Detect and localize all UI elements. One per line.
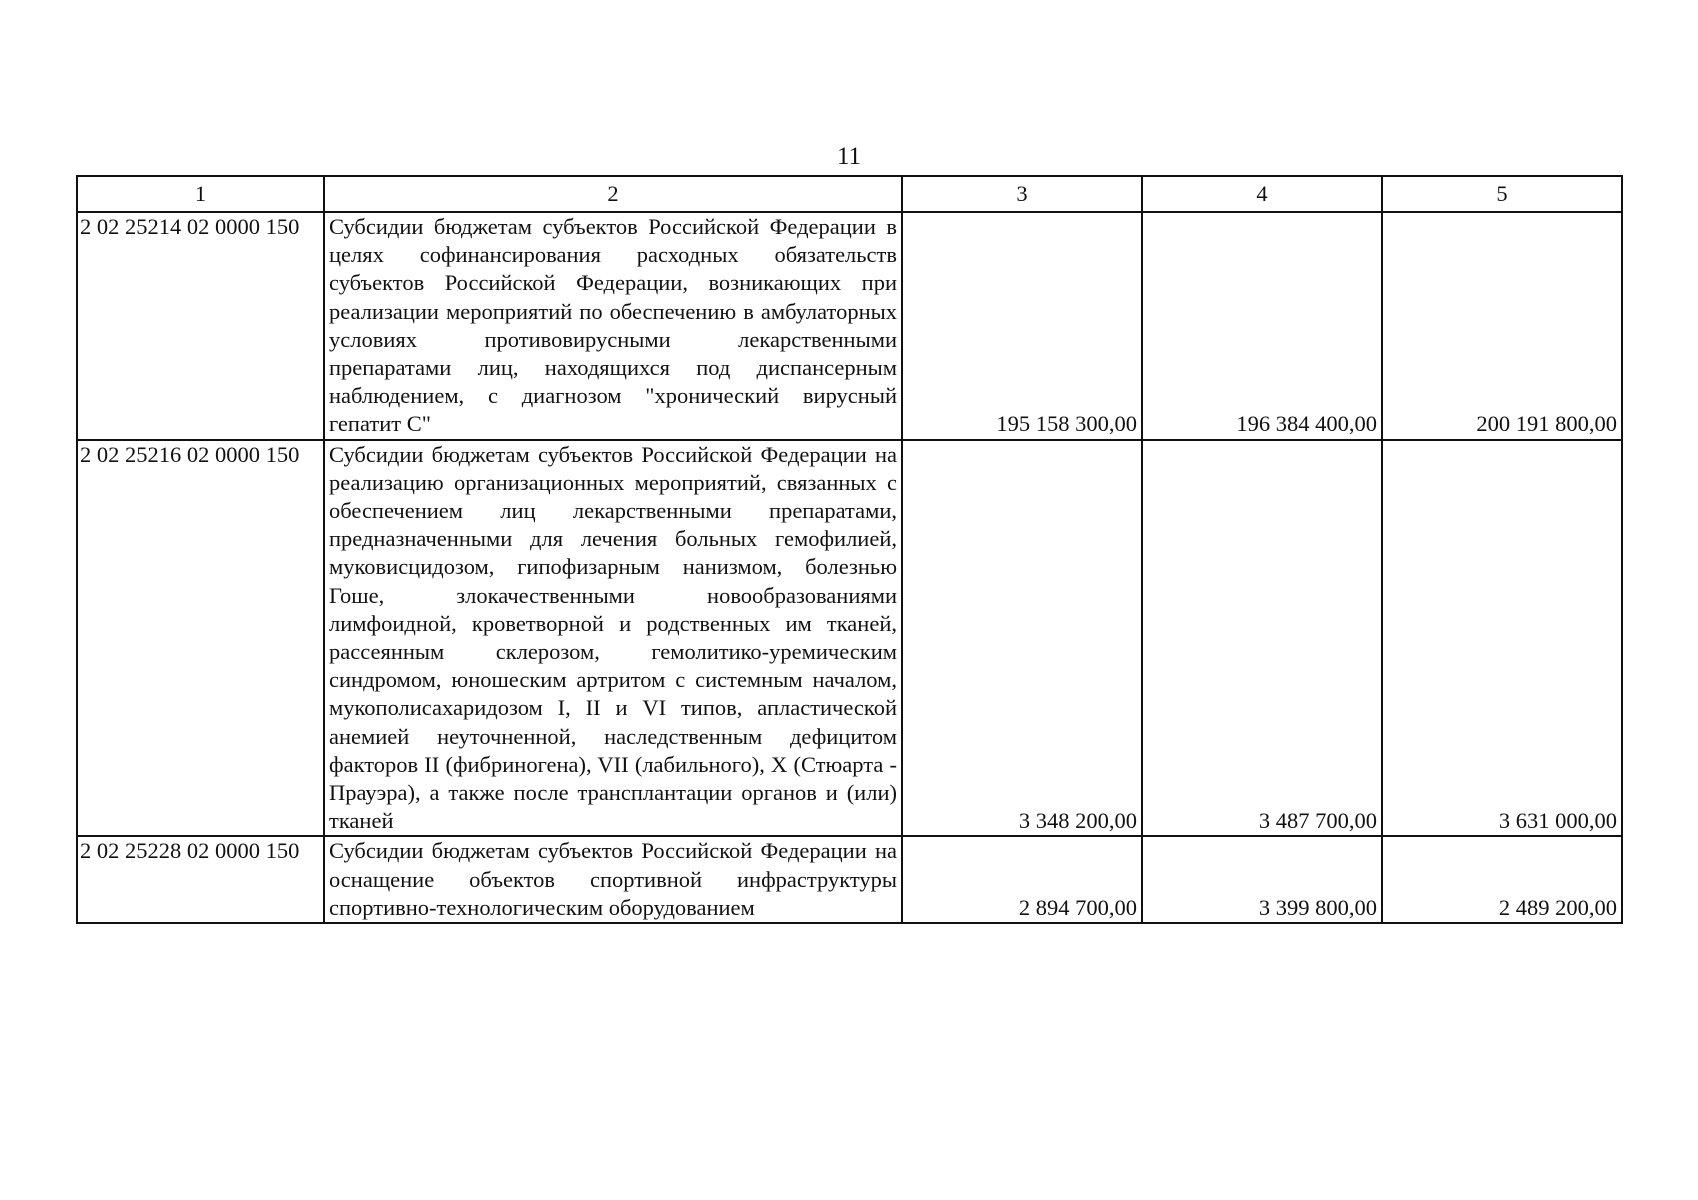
column-header-5: 5 [1382, 176, 1622, 212]
table-row [77, 212, 1622, 440]
column-header-4: 4 [1142, 176, 1382, 212]
amount-col5-cell: 2 489 200,00 [1382, 836, 1622, 923]
amount-col3-cell: 2 894 700,00 [902, 836, 1142, 923]
page-number: 11 [836, 143, 862, 170]
budget-code-cell: 2 02 25228 02 0000 150 [77, 836, 324, 923]
budget-code-cell: 2 02 25214 02 0000 150 [77, 212, 324, 440]
amount-col5-cell: 3 631 000,00 [1382, 440, 1622, 837]
description-cell: Субсидии бюджетам субъектов Российской Федерации на реализацию организационных мероприятий, связанных с обеспечением лиц лекарственными препаратами, предназначенными для лечения больных гемофилией, муковисцидозом, гипофизарным нанизмом, болезнью Гоше, злокачественными новообразованиями лимфоидной, кроветворной и родственных им тканей, рассеянным склерозом, гемолитико-уремическим синдромом, юношеским артритом с системным началом, мукополисахаридозом I, II и VI типов, апластической анемией неуточненной, наследственным дефицитом факторов II (фибриногена), VII (лабильного), X (Стюарта - Прауэра), а также после трансплантации органов и (или) тканей [324, 440, 902, 837]
amount-col3-cell: 3 348 200,00 [902, 440, 1142, 837]
description-cell: Субсидии бюджетам субъектов Российской Федерации на оснащение объектов спортивной инфраструктуры спортивно-технологическим оборудованием [324, 836, 902, 923]
column-header-3: 3 [902, 176, 1142, 212]
table-header-row [77, 176, 1622, 212]
budget-table [76, 175, 1623, 924]
budget-code-cell: 2 02 25216 02 0000 150 [77, 440, 324, 837]
table-row [77, 836, 1622, 923]
amount-col5-cell: 200 191 800,00 [1382, 212, 1622, 440]
amount-col4-cell: 196 384 400,00 [1142, 212, 1382, 440]
table-row [77, 440, 1622, 837]
description-cell: Субсидии бюджетам субъектов Российской Федерации в целях софинансирования расходных обязательств субъектов Российской Федерации, возникающих при реализации мероприятий по обеспечению в амбулаторных условиях противовирусными лекарственными препаратами лиц, находящихся под диспансерным наблюдением, с диагнозом "хронический вирусный гепатит С" [324, 212, 902, 440]
amount-col3-cell: 195 158 300,00 [902, 212, 1142, 440]
column-header-1: 1 [77, 176, 324, 212]
amount-col4-cell: 3 487 700,00 [1142, 440, 1382, 837]
column-header-2: 2 [324, 176, 902, 212]
amount-col4-cell: 3 399 800,00 [1142, 836, 1382, 923]
